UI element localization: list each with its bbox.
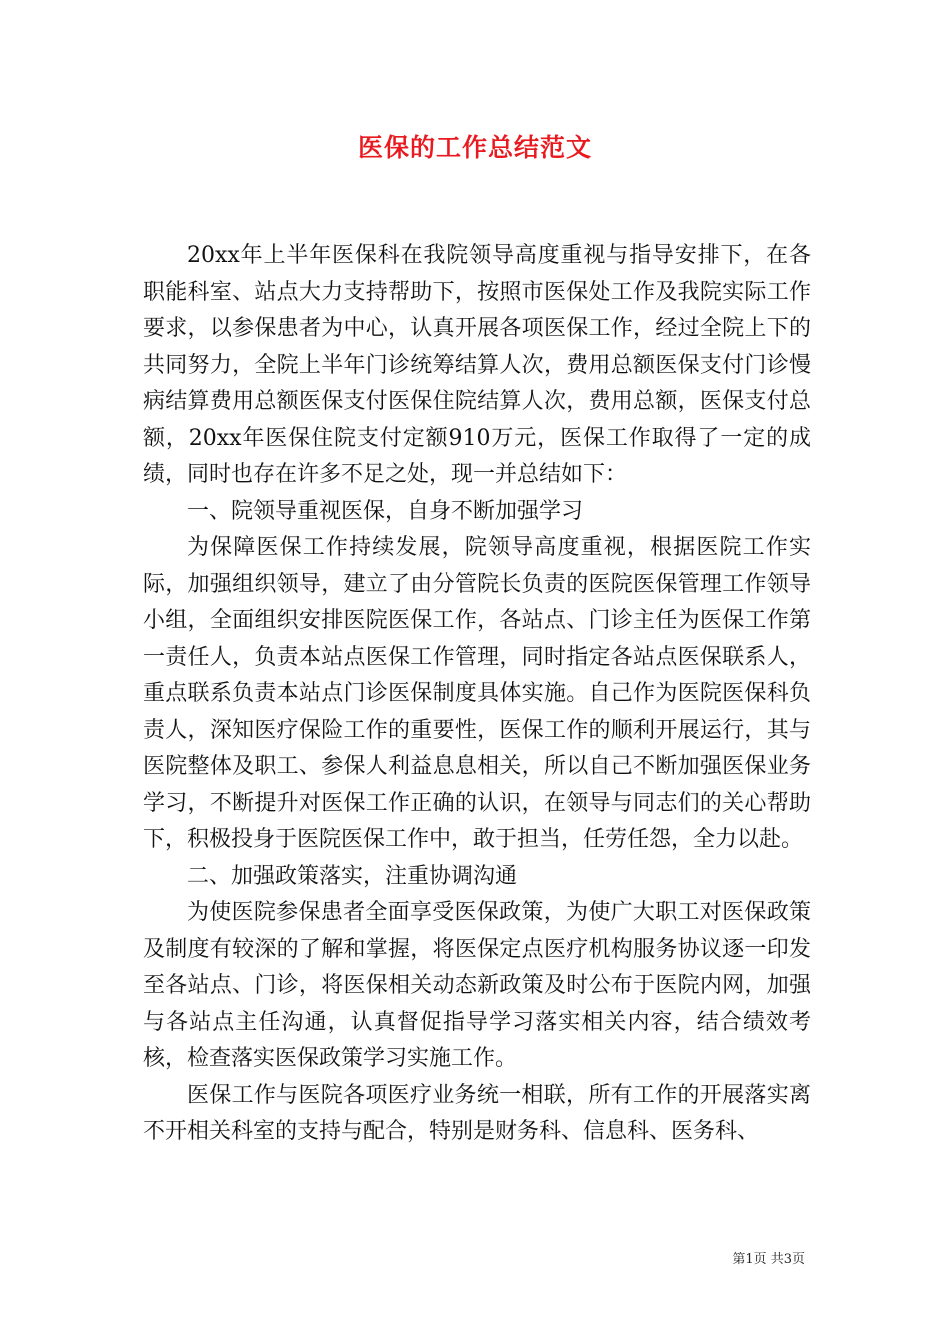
intro-paragraph: 20xx年上半年医保科在我院领导高度重视与指导安排下，在各职能科室、站点大力支持帮助下，按照市医保处工作及我院实际工作要求，以参保患者为中心，认真开展各项医保工作，经过全院上下的共同努力，全院上半年门诊统筹结算人次，费用总额医保支付门诊慢病结算费用总额医保支付医保住院结算人次，费用总额，医保支付总额，20xx年医保住院支付定额910万元，医保工作取得了一定的成绩，同时也存在许多不足之处，现一并总结如下： [143, 243, 811, 487]
section-1-paragraph: 为保障医保工作持续发展，院领导高度重视，根据医院工作实际，加强组织领导，建立了由分管院长负责的医院医保管理工作领导小组，全面组织安排医院医保工作，各站点、门诊主任为医保工作第一责任人，负责本站点医保工作管理，同时指定各站点医保联系人，重点联系负责本站点门诊医保制度具体实施。自己作为医院医保科负责人，深知医疗保险工作的重要性，医保工作的顺利开展运行，其与医院整体及职工、参保人利益息息相关，所以自己不断加强医保业务学习，不断提升对医保工作正确的认识，在领导与同志们的关心帮助下，积极投身于医院医保工作中，敢于担当，任劳任怨，全力以赴。 [143, 535, 811, 852]
document-title: 医保的工作总结范文 [357, 133, 592, 162]
page-number: 第1页 共3页 [732, 1252, 805, 1267]
section-heading-2: 二、加强政策落实，注重协调沟通 [187, 863, 518, 889]
document-body [143, 238, 811, 1151]
section-2-paragraph-2: 医保工作与医院各项医疗业务统一相联，所有工作的开展落实离不开相关科室的支持与配合，特别是财务科、信息科、医务科、 [143, 1082, 811, 1144]
section-heading-1: 一、院领导重视医保，自身不断加强学习 [187, 498, 584, 524]
section-2-paragraph-1: 为使医院参保患者全面享受医保政策，为使广大职工对医保政策及制度有较深的了解和掌握，将医保定点医疗机构服务协议逐一印发至各站点、门诊，将医保相关动态新政策及时公布于医院内网，加强与各站点主任沟通，认真督促指导学习落实相关内容，结合绩效考核，检查落实医保政策学习实施工作。 [143, 900, 811, 1071]
